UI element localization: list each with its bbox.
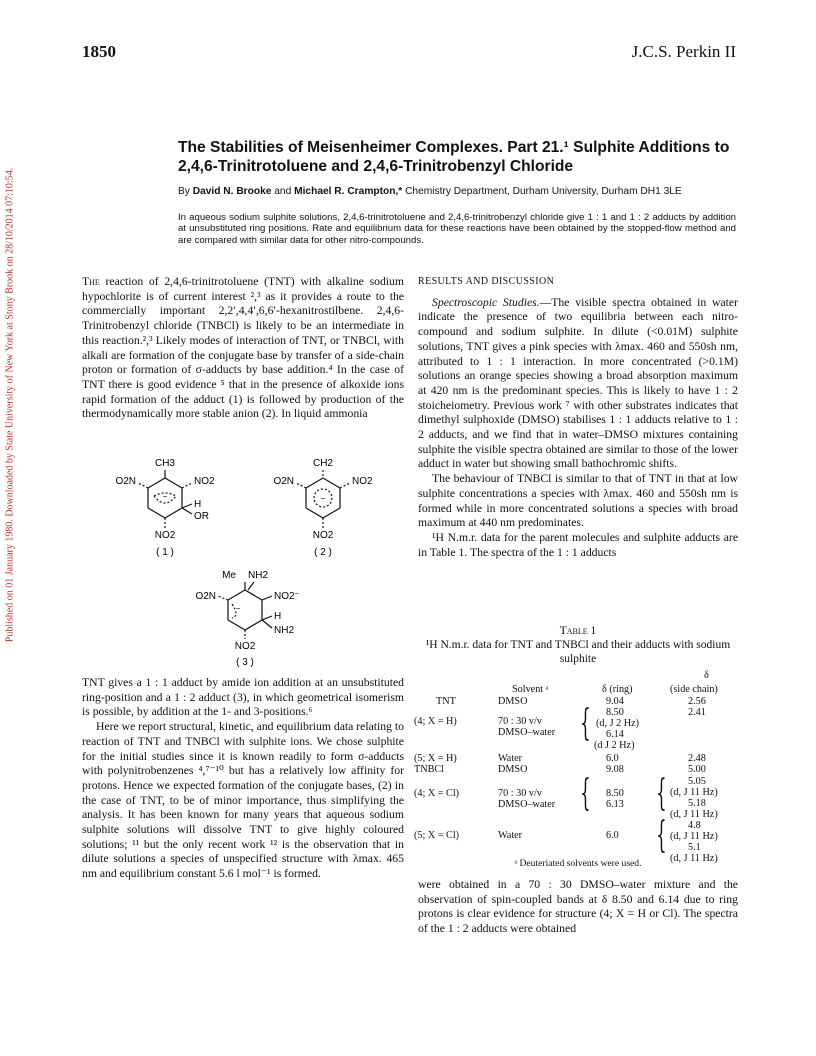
svg-text:−: −: [235, 604, 241, 613]
svg-text:−: −: [162, 492, 168, 501]
paragraph: The reaction of 2,4,6-trinitrotoluene (TNT) with alkaline sodium hypochlorite is of current interest ²,³ as it provides a route to the commercially important 2,2′,4,4′,6,6′-hexanitrostilbene. 2,4,6-Trinitrobenzyl chloride (TNBCl) is likely to be an intermediate in this reaction.²,³ Likely modes of interaction of TNT, or TNBCl, with alkali are formation of the conjugate base by transfer of a side-chain proton or formation of σ-adducts by base addition.⁴ In the case of TNT there is good evidence ⁵ that in the presence of alkoxide ions rapid formation of the adduct (1) is followed by production of the thermodynamically more stable anion (2). In liquid ammonia: [82, 275, 404, 421]
byline: By David N. Brooke and Michael R. Crampton,* Chemistry Department, Durham University, Durham DH1 3LE: [178, 186, 682, 197]
svg-text:O2N: O2N: [195, 591, 216, 602]
right-column-body: [418, 275, 738, 560]
paragraph: TNT gives a 1 : 1 adduct by amide ion addition at an unsubstituted ring-position and a 1 : 2 adduct (3), in which geometrical isomerism is possible, by addition at the 1- and 3-positions.⁶: [82, 676, 404, 719]
table-header: δ (ring): [602, 684, 633, 695]
table-footnote: ᵃ Deuteriated solvents were used.: [514, 858, 642, 869]
structure-3: [190, 566, 310, 670]
table-header: Solvent ᵃ: [512, 684, 549, 695]
svg-text:( 3 ): ( 3 ): [236, 657, 254, 668]
table-label: Table 1: [559, 625, 597, 637]
paragraph: were obtained in a 70 : 30 DMSO–water mixture and the observation of spin-coupled bands at δ 8.50 and 6.14 due to ring protons is clear evidence for structure (4; X = H or Cl). The spectra of the 1 : 2 adducts were obtained: [418, 878, 738, 936]
section-heading: RESULTS AND DISCUSSION: [418, 276, 555, 287]
left-column-body: [82, 676, 404, 882]
svg-text:( 1 ): ( 1 ): [156, 547, 174, 558]
abstract: In aqueous sodium sulphite solutions, 2,4,6-trinitrotoluene and 2,4,6-trinitrobenzyl chloride give 1 : 1 and 1 : 2 adducts by addition at unsubstituted ring positions. Rate and equilibrium data for these reactions have been obtained by the stopped-flow method and are compared with similar data for other nitro-compounds.: [178, 212, 736, 246]
paragraph: ¹H N.m.r. data for the parent molecules and sulphite adducts are in Table 1. The spectra of the 1 : 1 adducts: [418, 530, 738, 559]
svg-text:NO2: NO2: [194, 476, 215, 487]
table-1: Solvent ᵃ δ (ring) δ (side chain) TNT DMSO 9.04 2.56 (4; X = H) 70 : 30 v/v DMSO–water { 8.50 (d, J 2 Hz) 6.14 (d J 2 Hz) 2.41 (5; X = H) Water 6.0 2.48 TNBCl DMSO 9.08 5.00 (4; X = Cl) 70 : 30 v/v DMSO–water { 8.50 6.13 { 5.05 (d, J 11 Hz) 5.18 (d, J 11 Hz) (5; X = Cl) Water 6.0 { 4.8 (d, J 11 Hz) 5.1 (d, J 11 Hz): [414, 670, 718, 864]
svg-text:NO2: NO2: [312, 530, 334, 541]
svg-text:O2N: O2N: [115, 476, 136, 487]
svg-text:O2N: O2N: [273, 476, 294, 487]
table-caption: Table 1 ¹H N.m.r. data for TNT and TNBCl and their adducts with sodium sulphite: [418, 624, 738, 666]
svg-text:( 2 ): ( 2 ): [314, 547, 332, 558]
table-header: (side chain): [670, 684, 718, 695]
paragraph: Spectroscopic Studies.—The visible spectra obtained in water indicate the presence of two equilibria between each nitro-compound and sodium sulphite. In dilute (<0.01M) sulphite solutions, TNT gives a pink species with λmax. 460 and 550sh nm, attributed to 1 : 1 interaction. In more concentrated (>0.1M) solutions an orange species showing a broad absorption maximum at 420 nm is the predominant species. This is likely to have 1 : 2 stoicheiometry. Previous work ⁷ with other substrates indicates that dimethyl sulphoxide (DMSO) stabilises 1 : 1 adducts relative to 1 : 2 adducts, and we find that in water–DMSO mixtures containing sulphite the visible spectra obtained are similar to those of the lower adduct in water but showing small bathochromic shifts.: [418, 295, 738, 471]
right-column-continued: [418, 878, 738, 937]
svg-text:NO2: NO2: [352, 476, 373, 487]
left-column-intro: [82, 275, 404, 422]
svg-text:CH3: CH3: [154, 458, 176, 469]
svg-text:NO2⁻: NO2⁻: [274, 591, 300, 602]
paragraph: The behaviour of TNBCl is similar to that of TNT in that at low sulphite concentrations a species with λmax. 460 and 550sh nm is formed while in more concentrated solutions a species with broad maximum at 440 nm predominates.: [418, 472, 738, 530]
svg-text:CH2: CH2: [312, 458, 334, 469]
page-number: 1850: [82, 42, 116, 61]
structure-2: [268, 452, 378, 560]
table-header: δ: [704, 670, 709, 681]
structure-1: [110, 452, 220, 560]
svg-text:Me: Me: [222, 570, 236, 581]
svg-text:NO2: NO2: [154, 530, 176, 541]
svg-text:H: H: [194, 499, 202, 510]
svg-text:NH2: NH2: [248, 570, 269, 581]
svg-text:H: H: [274, 611, 282, 622]
author-1: David N. Brooke: [192, 186, 272, 197]
svg-text:NO2: NO2: [234, 641, 256, 652]
article-title: The Stabilities of Meisenheimer Complexes. Part 21.¹ Sulphite Additions to 2,4,6-Trinitrotoluene and 2,4,6-Trinitrobenzyl Chloride: [178, 139, 730, 175]
svg-text:OR: OR: [194, 511, 209, 522]
journal-name: J.C.S. Perkin II: [631, 42, 736, 61]
download-stamp: Published on 01 January 1980. Downloaded by State University of New York at Stony Brook on 28/10/2014 07:10:54.: [4, 167, 16, 643]
author-2: Michael R. Crampton,*: [294, 186, 403, 197]
paragraph: Here we report structural, kinetic, and equilibrium data relating to reaction of TNT and TNBCl with sulphite ions. We chose sulphite for the initial studies since it is known readily to form σ-adducts with polynitrobenzenes ⁴,⁷⁻¹⁰ but has a relatively low affinity for protons. Hence we expected formation of the conjugate bases, (2) in the case of TNT, to be of minor importance, thus simplifying the analysis. It has been known for many years that aqueous sodium sulphite solutions will dissolve TNT to give highly coloured solutions; ¹¹ but the only recent work ¹² is the observation that in dilute solutions a species of unspecified structure with λmax. 465 nm and equilibrium constant 5.6 l mol⁻¹ is formed.: [82, 720, 404, 881]
svg-text:−: −: [320, 494, 326, 503]
svg-text:NH2: NH2: [274, 625, 295, 636]
